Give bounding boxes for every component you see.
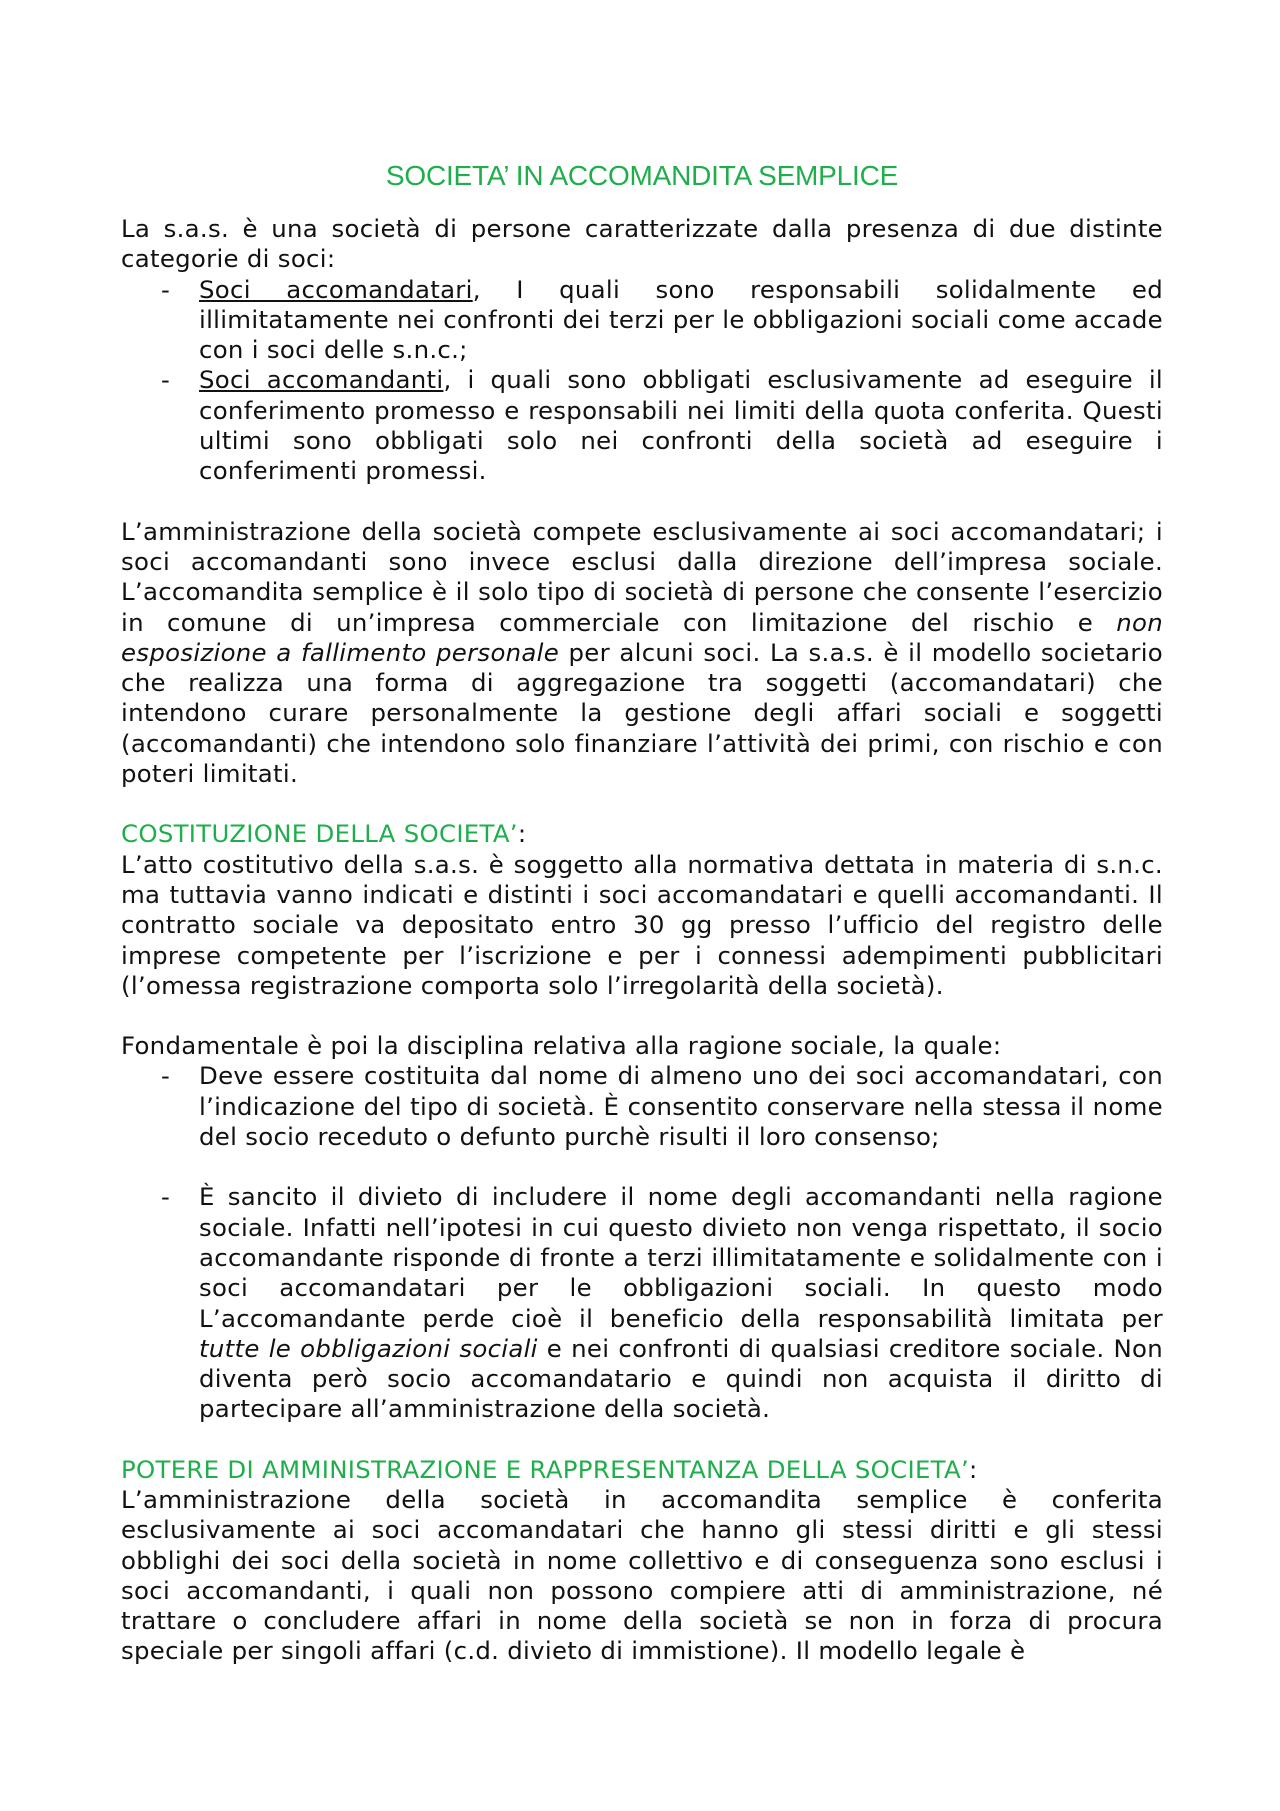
paragraph-text: È sancito il divieto di includere il nome degli accomandanti nella ragione sociale. Infatti nell’ipotesi in cui questo divieto non venga rispettato, il socio accomandante risponde di fronte a terzi illimitatamente e solidalmente con i soci accomandatari per le obbligazioni sociali. In questo modo L’accomandante perde cioè il beneficio della responsabilità limitata per xyxy=(199,1182,1163,1333)
italic-emphasis: tutte le obbligazioni sociali xyxy=(199,1333,538,1363)
heading-text: COSTITUZIONE DELLA SOCIETA’ xyxy=(121,819,518,849)
list-item-text xyxy=(199,275,1163,366)
administration-paragraph xyxy=(121,517,1163,790)
powers-paragraph: L’amministrazione della società in accomandita semplice è conferita esclusivamente ai soci accomandatari che hanno gli stessi diritti e gli stessi obblighi dei soci della società in nome collettivo e di conseguenza sono esclusi i soci accomandanti, i quali non possono compiere atti di amministrazione, né trattare o concludere affari in nome della società se non in forza di procura speciale per singoli affari (c.d. divieto di immistione). Il modello legale è xyxy=(121,1484,1163,1666)
list-item xyxy=(121,1061,1163,1152)
company-name-rules-list xyxy=(121,1061,1163,1424)
list-item xyxy=(121,1182,1163,1424)
term-accomandatari: Soci accomandatari xyxy=(199,274,473,304)
intro-paragraph: La s.a.s. è una società di persone caratterizzate dalla presenza di due distinte categorie di soci: xyxy=(121,214,1163,274)
dash-bullet: - xyxy=(161,1182,170,1212)
heading-colon: : xyxy=(517,819,527,849)
list-item-text xyxy=(199,1182,1163,1424)
list-item xyxy=(121,365,1163,486)
dash-bullet: - xyxy=(161,1061,170,1091)
italic-emphasis: non esposizione a fallimento personale xyxy=(121,607,1163,667)
constitution-paragraph: L’atto costitutivo della s.a.s. è soggetto alla normativa dettata in materia di s.n.c. ma tuttavia vanno indicati e distinti i soci accomandatari e quelli accomandanti. Il contratto sociale va depositato entro 30 gg presso l’ufficio del registro delle imprese competente per l’iscrizione e per i connessi adempimenti pubblicitari (l’omessa registrazione comporta solo l’irregolarità della società). xyxy=(121,849,1163,1000)
list-item-text: Deve essere costituita dal nome di almeno uno dei soci accomandatari, con l’indicazione del tipo di società. È consentito conservare nella stessa il nome del socio receduto o defunto purchè risulti il loro consenso; xyxy=(199,1061,1163,1152)
company-name-paragraph: Fondamentale è poi la disciplina relativa alla ragione sociale, la quale: xyxy=(121,1031,1002,1061)
paragraph-text: L’amministrazione della società compete esclusivamente ai soci accomandatari; i soci accomandanti sono invece esclusi dalla direzione dell’impresa sociale. L’accomandita semplice è il solo tipo di società di persone che consente l’esercizio in comune di un’impresa commerciale con limitazione del rischio e xyxy=(121,516,1163,637)
list-item-text xyxy=(199,365,1163,486)
list-item xyxy=(121,275,1163,366)
dash-bullet: - xyxy=(161,365,170,395)
term-description: , I quali sono responsabili solidalmente ed illimitatamente nei confronti dei terzi per le obbligazioni sociali come accade con i soci delle s.n.c.; xyxy=(199,274,1163,365)
document-title: SOCIETA’ IN ACCOMANDITA SEMPLICE xyxy=(385,160,899,191)
term-accomandanti: Soci accomandanti xyxy=(199,365,444,395)
document-page xyxy=(121,156,1163,1667)
dash-bullet: - xyxy=(161,274,170,304)
section-heading-potere xyxy=(121,1455,1163,1485)
term-description: , i quali sono obbligati esclusivamente ad eseguire il conferimento promesso e responsabili nei limiti della quota conferita. Questi ultimi sono obbligati solo nei confronti della società ad eseguire i conferimenti promessi. xyxy=(199,365,1163,486)
heading-colon: : xyxy=(969,1454,978,1484)
partner-types-list xyxy=(121,275,1163,487)
heading-text: POTERE DI AMMINISTRAZIONE E RAPPRESENTANZA DELLA SOCIETA’ xyxy=(121,1454,970,1484)
paragraph-text: per alcuni soci. La s.a.s. è il modello societario che realizza una forma di aggregazione tra soggetti (accomandatari) che intendono curare personalmente la gestione degli affari sociali e soggetti (accomandanti) che intendono solo finanziare l’attività dei primi, con rischio e con poteri limitati. xyxy=(121,637,1163,789)
paragraph-text: e nei confronti di qualsiasi creditore sociale. Non diventa però socio accomandatario e quindi non acquista il diritto di partecipare all’amministrazione della società. xyxy=(199,1333,1163,1424)
section-heading-costituzione xyxy=(121,819,1163,849)
